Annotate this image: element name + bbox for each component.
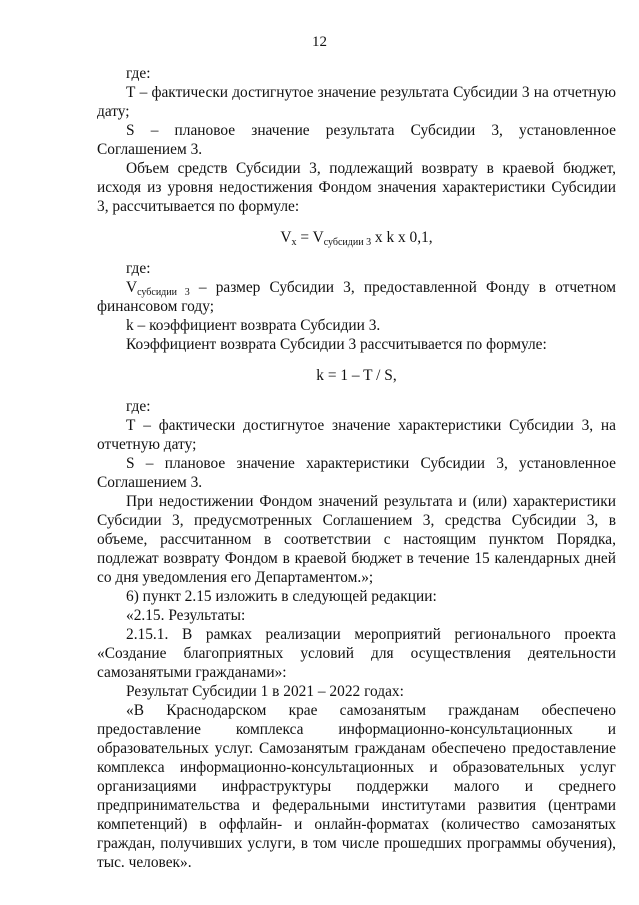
paragraph-quote-result: «В Краснодарском крае самозанятым гражданам обеспечено предоставление комплекса информационно-консультационных и образовательных услуг. Самозанятым гражданам обеспечено предоставление комплекса информационно-консультационных и образовательных услуг организациями инфраструктуры поддержки малого и среднего предпринимательства и федеральными институтами развития (центрами компетенций) в оффлайн- и онлайн-форматах (количество самозанятых граждан, получивших услуги, в том числе прошедших программы обучения), тыс. человек».	[97, 702, 616, 871]
paragraph-2-15-1: 2.15.1. В рамках реализации мероприятий регионального проекта «Создание благоприятных условий для осуществления деятельности самозанятыми гражданами»:	[97, 626, 616, 681]
paragraph-coefficient: Коэффициент возврата Субсидии 3 рассчитывается по формуле:	[126, 336, 547, 353]
v-symbol: V	[126, 279, 138, 296]
paragraph-t-definition-2: Т – фактически достигнутое значение характеристики Субсидии 3, на отчетную дату;	[97, 417, 616, 453]
formula-coefficient: k = 1 – T / S,	[316, 367, 397, 384]
paragraph-where-2: где:	[126, 260, 151, 277]
paragraph-where-1: где:	[126, 65, 151, 82]
paragraph-non-achievement: При недостижении Фондом значений результата и (или) характеристики Субсидии 3, предусмотренных Соглашением 3, средства Субсидии 3, в объеме, рассчитанном в соответствии с настоящим пунктом Порядка, подлежат возврату Фондом в краевой бюджет в течение 15 календарных дней со дня уведомления его Департаментом.»;	[97, 493, 616, 586]
formula-eq: = V	[296, 229, 324, 246]
paragraph-k-definition: k – коэффициент возврата Субсидии 3.	[126, 317, 381, 334]
formula-v-subscript: x	[291, 237, 297, 248]
paragraph-2-15: «2.15. Результаты:	[126, 607, 246, 624]
v-subscript: субсидии 3	[137, 287, 190, 298]
formula-rest: x k x 0,1,	[371, 229, 433, 246]
v-definition-text: – размер Субсидии 3, предоставленной Фонду в отчетном финансовом году;	[97, 279, 616, 315]
paragraph-s-definition-2: S – плановое значение характеристики Субсидии 3, установленное Соглашением 3.	[97, 455, 616, 491]
paragraph-v-definition	[97, 278, 616, 316]
paragraph-t-definition-1: Т – фактически достигнутое значение результата Субсидии 3 на отчетную дату;	[97, 84, 616, 120]
formula-v: V	[280, 229, 292, 246]
paragraph-result-1: Результат Субсидии 1 в 2021 – 2022 годах:	[126, 683, 404, 700]
paragraph-where-3: где:	[126, 398, 151, 415]
paragraph-s-definition-1: S – плановое значение результата Субсидии 3, установленное Соглашением 3.	[97, 122, 616, 158]
page-number: 12	[312, 34, 327, 50]
formula-subsidy-subscript: субсидии 3	[323, 237, 372, 248]
paragraph-item-6: 6) пункт 2.15 изложить в следующей редакции:	[126, 588, 437, 605]
document-body	[97, 64, 616, 872]
paragraph-refund-volume: Объем средств Субсидии 3, подлежащий возврату в краевой бюджет, исходя из уровня недостижения Фондом значения характеристики Субсидии 3, рассчитывается по формуле:	[97, 160, 616, 215]
formula-refund	[97, 228, 616, 247]
